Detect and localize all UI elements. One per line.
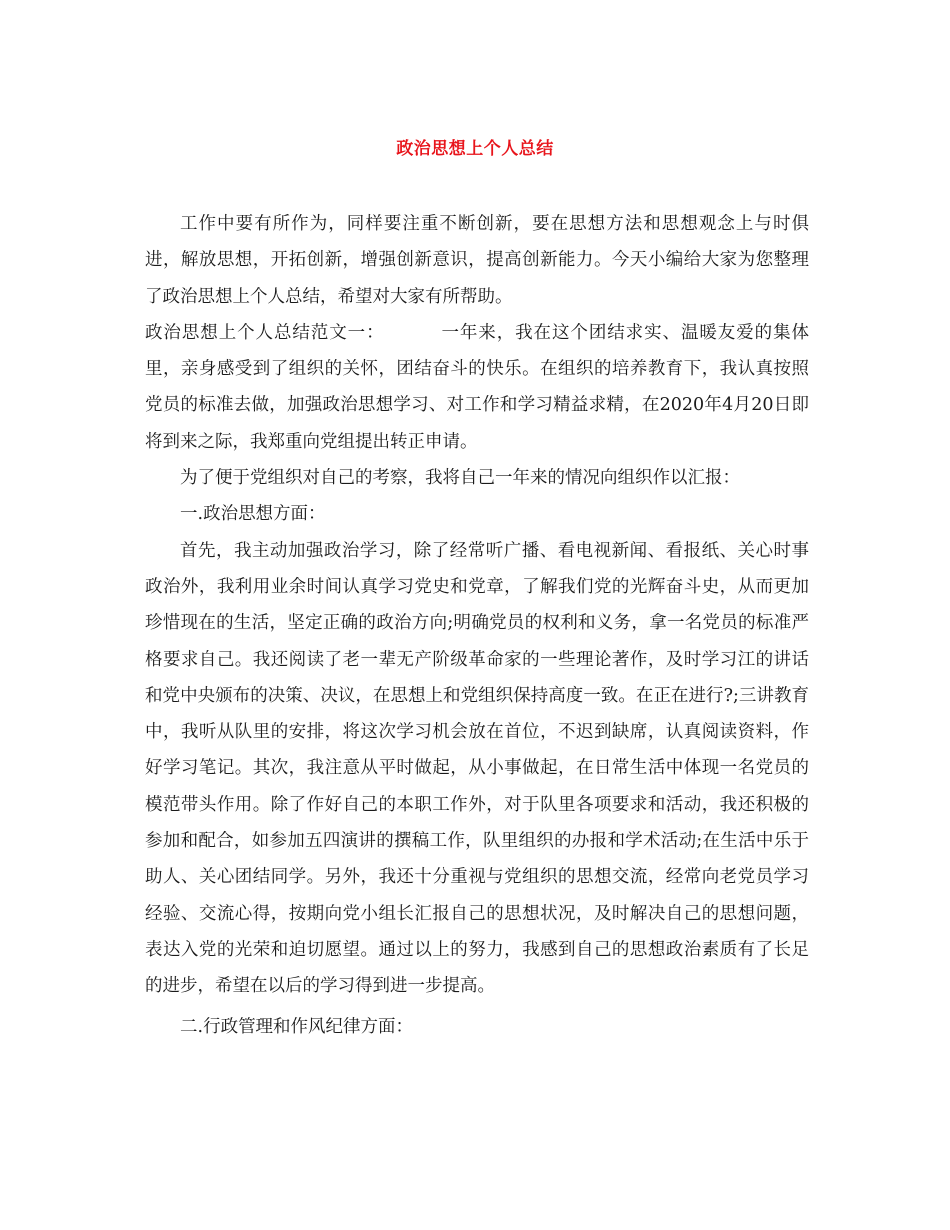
- sample-label: 政治思想上个人总结范文一：: [145, 322, 385, 343]
- section-heading-political: 一.政治思想方面：: [180, 504, 326, 525]
- sample-text: 一年来，我在这个团结求实、温暖友爱的集体里，亲身感受到了组织的关怀，团结奋斗的快乐。在组织的培养教育下，我认真按照党员的标准去做，加强政治思想学习、对工作和学习精益求精，在2020年4月20日即将到来之际，我郑重向党组提出转正申请。: [145, 322, 809, 452]
- document-body: [145, 206, 809, 1045]
- section-body-political: 首先，我主动加强政治学习，除了经常听广播、看电视新闻、看报纸、关心时事政治外，我利用业余时间认真学习党史和党章，了解我们党的光辉奋斗史，从而更加珍惜现在的生活，坚定正确的政治方向;明确党员的权利和义务，拿一名党员的标准严格要求自己。我还阅读了老一辈无产阶级革命家的一些理论著作，及时学习江的讲话和党中央颁布的决策、决议，在思想上和党组织保持高度一致。在正在进行?;三讲教育中，我听从队里的安排，将这次学习机会放在首位，不迟到缺席，认真阅读资料，作好学习笔记。其次，我注意从平时做起，从小事做起，在日常生活中体现一名党员的模范带头作用。除了作好自己的本职工作外，对于队里各项要求和活动，我还积极的参加和配合，如参加五四演讲的撰稿工作，队里组织的办报和学术活动;在生活中乐于助人、关心团结同学。另外，我还十分重视与党组织的思想交流，经常向老党员学习经验、交流心得，按期向党小组长汇报自己的思想状况，及时解决自己的思想问题，表达入党的光荣和迫切愿望。通过以上的努力，我感到自己的思想政治素质有了长足的进步，希望在以后的学习得到进一步提高。: [145, 540, 809, 997]
- intro-paragraph: 工作中要有所作为，同样要注重不断创新，要在思想方法和思想观念上与时俱进，解放思想，开拓创新，增强创新意识，提高创新能力。今天小编给大家为您整理了政治思想上个人总结，希望对大家有所帮助。: [145, 214, 809, 307]
- sample-paragraph: [145, 315, 809, 460]
- document-title: 政治思想上个人总结: [396, 139, 554, 159]
- section-heading-admin: 二.行政管理和作风纪律方面：: [180, 1016, 414, 1037]
- report-paragraph: 为了便于党组织对自己的考察，我将自己一年来的情况向组织作以汇报：: [180, 468, 740, 489]
